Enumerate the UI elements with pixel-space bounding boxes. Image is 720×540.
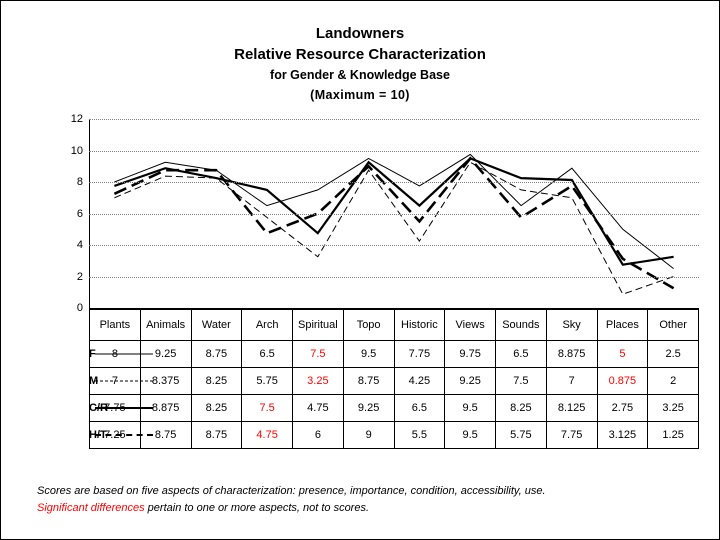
gridline: [89, 245, 699, 246]
table-cell: 9.25: [445, 368, 496, 395]
table-cell: 8.875: [140, 395, 191, 422]
table-cell: 2.75: [597, 395, 648, 422]
y-tick-label: 2: [76, 270, 83, 283]
table-cell: 3.25: [648, 395, 699, 422]
column-header: Plants: [90, 310, 141, 341]
column-header: Sky: [546, 310, 597, 341]
table-cell: 4.75: [242, 422, 293, 449]
table-cell: 7.75: [394, 341, 445, 368]
table-cell: 0.875: [597, 368, 648, 395]
legend-entry-f: [89, 341, 96, 368]
table-cell: 7: [546, 368, 597, 395]
table-cell: 8.25: [191, 368, 242, 395]
y-tick-label: 12: [70, 113, 83, 125]
table-cell: 7.5: [242, 395, 293, 422]
table-cell: 6.5: [394, 395, 445, 422]
legend-label: F: [89, 348, 96, 360]
table-cell: 6.5: [242, 341, 293, 368]
chart-title-line2: Relative Resource Characterization: [234, 46, 486, 63]
column-header: Spiritual: [293, 310, 344, 341]
gridline: [89, 214, 699, 215]
table-cell: 5: [597, 341, 648, 368]
table-cell: 7.5: [293, 341, 344, 368]
table-cell: 8.75: [191, 422, 242, 449]
table-cell: 3.125: [597, 422, 648, 449]
table-cell: 9.25: [140, 341, 191, 368]
table-row: [89, 341, 699, 368]
y-tick-label: 10: [70, 144, 83, 157]
legend-label: H/T: [89, 429, 107, 441]
footnote-highlight: Significant differences: [37, 502, 145, 514]
column-header: Views: [445, 310, 496, 341]
table-header-row: [89, 310, 699, 341]
table-cell: 8.75: [140, 422, 191, 449]
column-header: Water: [191, 310, 242, 341]
table-cell: 8.875: [546, 341, 597, 368]
y-tick-label: 0: [76, 302, 83, 314]
table-cell: 5.5: [394, 422, 445, 449]
legend-label: C/R: [89, 402, 108, 414]
legend-entry-h-t: [89, 422, 107, 449]
table-cell: 9.5: [343, 341, 394, 368]
legend-entry-m: [89, 368, 99, 395]
gridline: [89, 151, 699, 152]
legend-line-icon: [95, 381, 153, 382]
table-cell: 7.75: [546, 422, 597, 449]
column-header: Animals: [140, 310, 191, 341]
chart-title-line1: Landowners: [315, 25, 405, 42]
legend-entry-c-r: [89, 395, 108, 422]
table-cell: 9.5: [445, 395, 496, 422]
table-cell: 3.25: [293, 368, 344, 395]
legend-line-icon: [95, 354, 153, 355]
column-header: Other: [648, 310, 699, 341]
y-tick-label: 4: [76, 239, 83, 251]
y-tick-label: 8: [76, 176, 83, 188]
table-cell: 4.75: [293, 395, 344, 422]
table-cell: 9: [343, 422, 394, 449]
table-cell: 9.75: [445, 341, 496, 368]
table-cell: 4.25: [394, 368, 445, 395]
gridline: [89, 277, 699, 278]
plot-area: [1, 113, 720, 314]
table-cell: 2: [648, 368, 699, 395]
table-cell: 5.75: [496, 422, 547, 449]
chart-maximum-note: (Maximum = 10): [310, 88, 410, 102]
chart-subtitle: for Gender & Knowledge Base: [270, 68, 450, 82]
table-cell: 7: [90, 368, 141, 395]
y-tick-label: 6: [76, 207, 83, 220]
table-cell: 8.25: [496, 395, 547, 422]
table-cell: 9.5: [445, 422, 496, 449]
table-cell: 7.25: [90, 422, 141, 449]
footnote-line1: Scores are based on five aspects of characterization: presence, importance, condition, accessibility, use.: [37, 485, 546, 497]
table-row: [89, 422, 699, 449]
table-cell: 8.25: [191, 395, 242, 422]
plot-canvas: [89, 119, 699, 309]
chart-titles: [1, 1, 719, 105]
table-row: [89, 368, 699, 395]
legend-label: M: [89, 375, 99, 387]
footnote: [37, 483, 687, 517]
column-header: Topo: [343, 310, 394, 341]
table-cell: 9.25: [343, 395, 394, 422]
y-axis-tick-labels: [1, 113, 89, 314]
table-row: [89, 395, 699, 422]
table-cell: 8.75: [343, 368, 394, 395]
footnote-line2: [37, 500, 687, 517]
data-table-wrap: [89, 309, 699, 449]
column-header: Sounds: [496, 310, 547, 341]
gridline: [89, 182, 699, 183]
table-cell: 8.75: [191, 341, 242, 368]
table-cell: 2.5: [648, 341, 699, 368]
table-cell: 8: [90, 341, 141, 368]
column-header: Arch: [242, 310, 293, 341]
table-cell: 6.5: [496, 341, 547, 368]
table-cell: 6: [293, 422, 344, 449]
gridline: [89, 119, 699, 120]
footnote-rest: pertain to one or more aspects, not to scores.: [144, 502, 370, 514]
table-cell: 7.75: [90, 395, 141, 422]
table-cell: 7.5: [496, 368, 547, 395]
column-header: Places: [597, 310, 648, 341]
column-header: Historic: [394, 310, 445, 341]
table-body: [89, 341, 699, 449]
table-cell: 1.25: [648, 422, 699, 449]
table-cell: 8.125: [546, 395, 597, 422]
data-table: [89, 309, 699, 449]
table-cell: 5.75: [242, 368, 293, 395]
table-cell: 8.375: [140, 368, 191, 395]
